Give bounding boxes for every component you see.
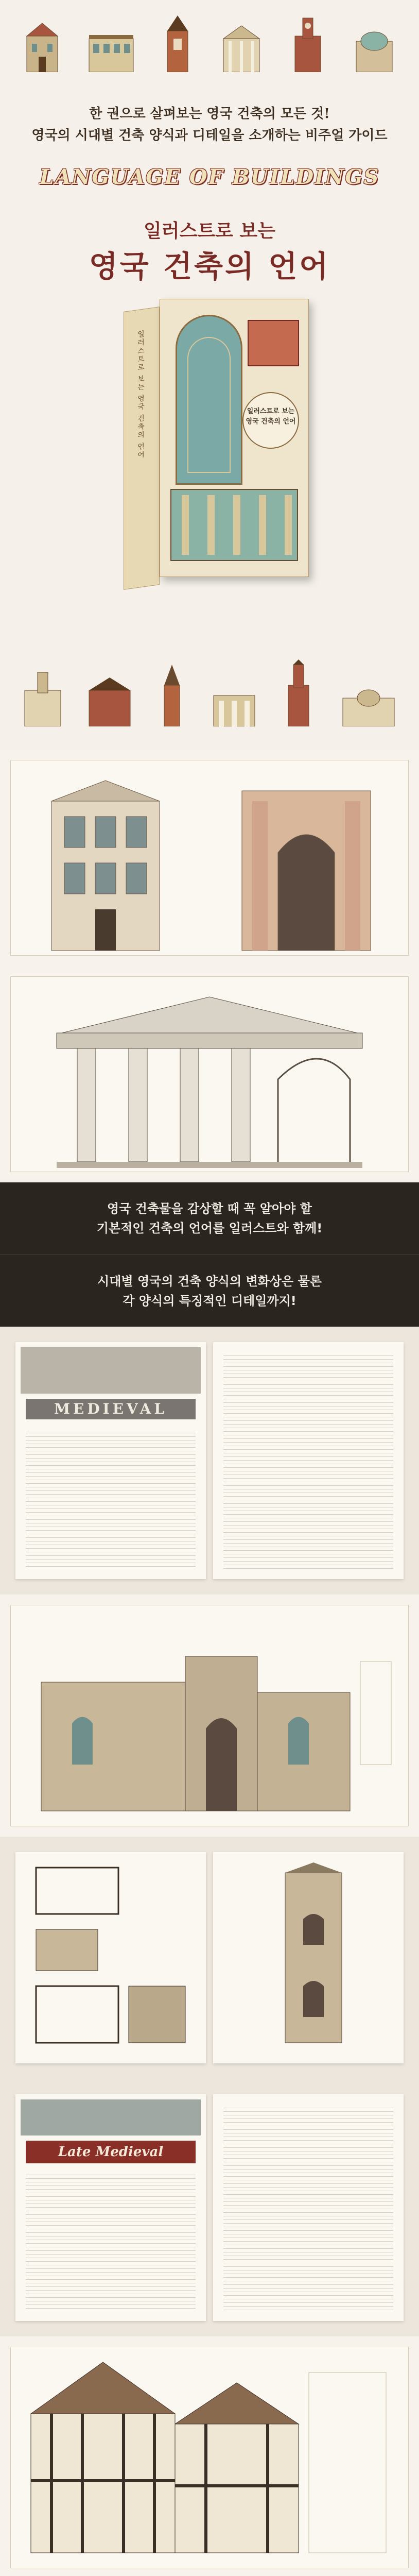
book-spread-medieval (0, 1327, 419, 1595)
cover-panel (248, 320, 299, 366)
caption-band-2 (0, 1255, 419, 1327)
ornament-illustration (21, 2099, 201, 2136)
cover-arch-window (176, 315, 242, 485)
building-skyline-top (0, 10, 419, 72)
building-skyline-bottom (0, 654, 419, 726)
caption-line: 영국 건축물을 감상할 때 꼭 알아야 할 (107, 1201, 312, 1216)
caption-line: 각 양식의 특징적인 디테일까지! (123, 1293, 296, 1308)
building-illustration (24, 21, 60, 72)
left-page (15, 2094, 206, 2321)
building-illustration (354, 26, 395, 72)
book-spread-late-medieval (0, 2079, 419, 2336)
church-illustration (21, 1610, 398, 1821)
building-illustration (86, 675, 133, 726)
left-page (15, 1852, 206, 2063)
stone-carving-illustration (21, 1347, 201, 1394)
hero-section (0, 0, 419, 750)
tudor-house-illustration (21, 2352, 398, 2563)
building-illustration (290, 15, 326, 72)
townhouse-illustration (21, 770, 190, 956)
caption-band-1 (0, 1182, 419, 1255)
building-illustration (22, 670, 63, 726)
building-illustration (340, 680, 397, 726)
tower-illustration (223, 1862, 393, 2053)
right-page (213, 2094, 404, 2321)
book-title: 영국 건축의 언어 (89, 249, 330, 284)
building-illustration (211, 680, 257, 726)
building-illustration (221, 21, 262, 72)
right-page (213, 1342, 404, 1579)
right-page (213, 1852, 404, 2063)
book-spread-plans (0, 1837, 419, 2079)
left-page (15, 1342, 206, 1579)
building-illustration (88, 26, 134, 72)
caption-line: 기본적인 건축의 언어를 일러스트와 함께! (96, 1221, 323, 1235)
cover-title-label: 일러스트로 보는 영국 건축의 언어 (242, 392, 299, 449)
book-front-cover (160, 299, 309, 577)
illustration-panel-columns (0, 966, 419, 1182)
headline-line-1: 한 권으로 살펴보는 영국 건축의 모든 것! (89, 106, 330, 122)
caption-line: 시대별 영국의 건축 양식의 변화상은 물론 (97, 1274, 322, 1289)
building-illustration (156, 665, 187, 726)
classical-portico-illustration (21, 987, 398, 1172)
floor-plan-illustration (26, 1862, 196, 2053)
hero-headline (0, 103, 419, 146)
building-illustration (162, 15, 193, 72)
doorway-illustration (221, 770, 391, 956)
title-subtitle: 일러스트로 보는 (144, 220, 275, 242)
building-illustration (281, 659, 317, 726)
illustration-panel-church (0, 1595, 419, 1837)
headline-line-2: 영국의 시대별 건축 양식과 디테일을 소개하는 비주얼 가이드 (31, 128, 388, 143)
late-medieval-banner: Late Medieval (26, 2141, 196, 2163)
cover-colonnade (170, 489, 298, 561)
book-spine (124, 307, 160, 590)
spine-title: 일러스트로 보는 영국 건축의 언어 (136, 330, 145, 460)
illustration-panel-facades (0, 750, 419, 966)
medieval-banner: MEDIEVAL (26, 1399, 196, 1419)
english-logo: LANGUAGE OF BUILDINGS (39, 165, 380, 189)
book-cover-3d (124, 299, 309, 587)
illustration-panel-tudor-house (0, 2336, 419, 2576)
